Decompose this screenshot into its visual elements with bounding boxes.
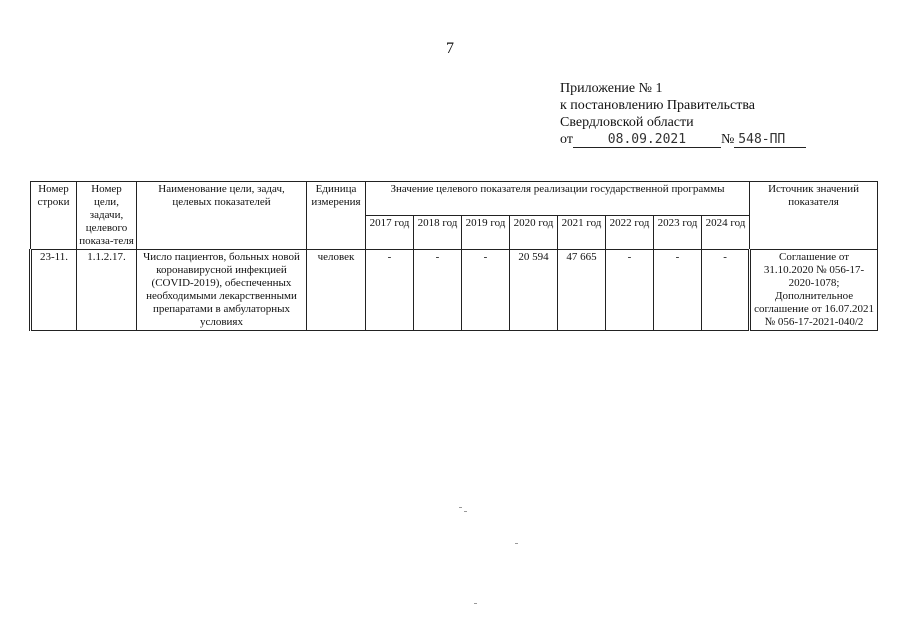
cell-row-number: 23-11. — [31, 250, 77, 331]
header-source: Источник значений показателя — [750, 182, 878, 250]
appendix-region: Свердловской области — [560, 115, 694, 130]
cell-value: - — [414, 250, 462, 331]
appendix-date-number — [560, 131, 806, 148]
header-row-number: Номер строки — [31, 182, 77, 250]
appendix-resolution: к постановлению Правительства — [560, 98, 756, 113]
header-unit: Единица измерения — [307, 182, 366, 250]
header-year: 2022 год — [606, 216, 654, 250]
cell-value: - — [606, 250, 654, 331]
header-goal-number: Номер цели, задачи, целевого показа-теля — [77, 182, 137, 250]
cell-value: - — [462, 250, 510, 331]
cell-name: Число пациентов, больных новой коронавирусной инфекцией (COVID-2019), обеспеченных необходимыми лекарственными препаратами в амбулаторных условиях — [137, 250, 307, 331]
appendix-header — [560, 80, 806, 148]
scan-speck — [515, 543, 518, 544]
header-year: 2021 год — [558, 216, 606, 250]
from-label: от — [560, 132, 573, 147]
resolution-number: 548-ПП — [734, 133, 806, 148]
cell-value: - — [702, 250, 750, 331]
header-year: 2017 год — [366, 216, 414, 250]
header-year: 2023 год — [654, 216, 702, 250]
header-year: 2018 год — [414, 216, 462, 250]
header-row-1 — [31, 182, 878, 216]
number-label: № — [720, 132, 735, 147]
scan-speck — [459, 507, 462, 508]
header-year: 2020 год — [510, 216, 558, 250]
header-name: Наименование цели, задач, целевых показателей — [137, 182, 307, 250]
scan-speck — [474, 603, 477, 604]
resolution-date: 08.09.2021 — [573, 133, 721, 148]
header-year: 2024 год — [702, 216, 750, 250]
cell-source: Соглашение от 31.10.2020 № 056-17-2020-1078; Дополнительное соглашение от 16.07.2021 № 056-17-2021-040/2 — [750, 250, 878, 331]
header-values-group: Значение целевого показателя реализации государственной программы — [366, 182, 750, 216]
cell-value: 20 594 — [510, 250, 558, 331]
cell-value: 47 665 — [558, 250, 606, 331]
page-number: 7 — [446, 40, 454, 57]
scan-speck — [464, 511, 467, 512]
cell-unit: человек — [307, 250, 366, 331]
cell-value: - — [654, 250, 702, 331]
header-year: 2019 год — [462, 216, 510, 250]
table-row — [31, 250, 878, 331]
target-indicators-table — [29, 181, 878, 331]
appendix-title: Приложение № 1 — [560, 81, 663, 96]
cell-value: - — [366, 250, 414, 331]
cell-goal-number: 1.1.2.17. — [77, 250, 137, 331]
